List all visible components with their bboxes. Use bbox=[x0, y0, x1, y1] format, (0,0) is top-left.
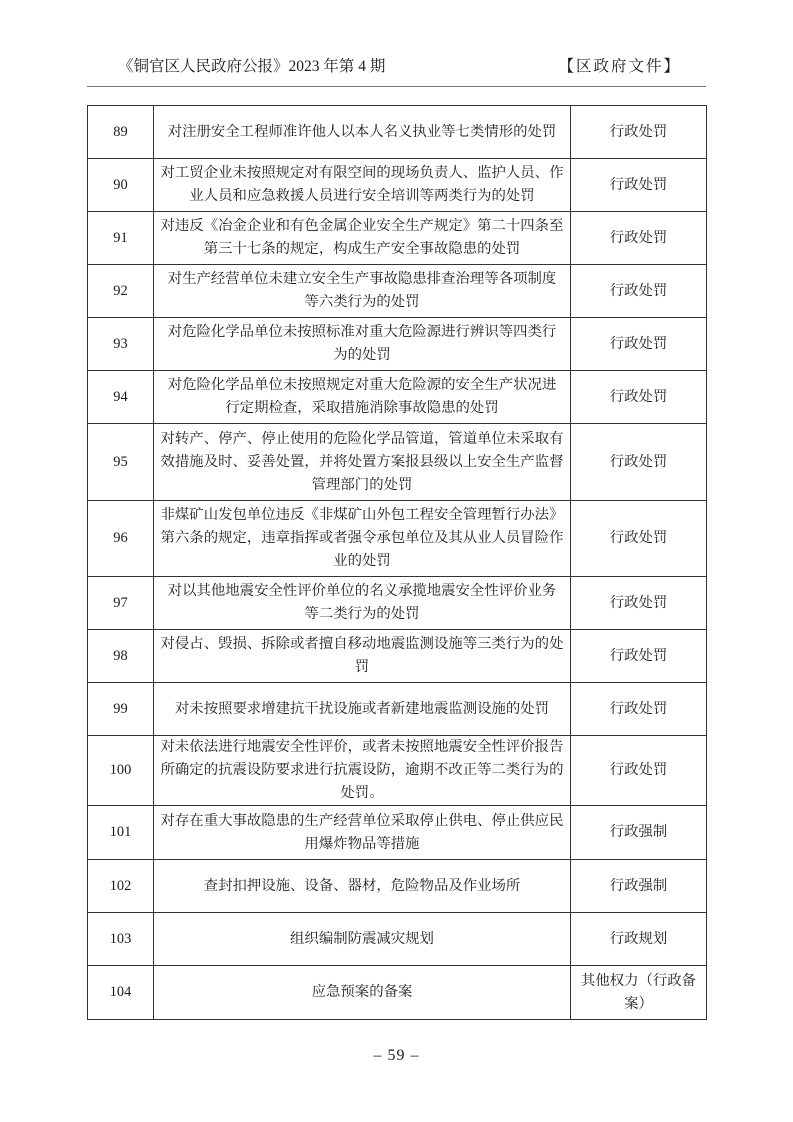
item-name-line: 对未依法进行地震安全性评价，或者未按照地震安全性评价报告 bbox=[160, 739, 564, 755]
item-name-cell bbox=[154, 683, 571, 736]
item-name-line: 等二类行为的处罚 bbox=[304, 606, 420, 622]
power-list-table bbox=[87, 105, 707, 1020]
table-row bbox=[88, 318, 707, 371]
item-name-line: 对危险化学品单位未按照规定对重大危险源的安全生产状况进 bbox=[167, 377, 557, 393]
table-row bbox=[88, 501, 707, 577]
item-name-cell bbox=[154, 577, 571, 630]
row-number: 89 bbox=[88, 106, 154, 159]
power-type-line: 行政处罚 bbox=[609, 282, 668, 299]
power-type-cell bbox=[571, 501, 707, 577]
power-type-cell bbox=[571, 630, 707, 683]
item-name-cell bbox=[154, 371, 571, 424]
table-row bbox=[88, 683, 707, 736]
row-number: 100 bbox=[88, 736, 154, 806]
power-type-line: 行政处罚 bbox=[609, 594, 668, 611]
power-type-line: 行政处罚 bbox=[609, 388, 668, 405]
table-row bbox=[88, 913, 707, 966]
item-name-line: 对以其他地震安全性评价单位的名义承揽地震安全性评价业务 bbox=[167, 583, 557, 599]
power-type-cell bbox=[571, 966, 707, 1020]
item-name-cell bbox=[154, 106, 571, 159]
power-type-line: 行政处罚 bbox=[609, 123, 668, 140]
page-number: – 59 – bbox=[373, 1047, 420, 1064]
power-type-cell bbox=[571, 860, 707, 913]
row-number: 90 bbox=[88, 159, 154, 212]
power-type-line: 行政处罚 bbox=[609, 700, 668, 717]
item-name-cell bbox=[154, 424, 571, 501]
power-type-line: 行政处罚 bbox=[609, 647, 668, 664]
item-name-line: 第六条的规定，违章指挥或者强令承包单位及其从业人员冒险作 bbox=[160, 530, 564, 546]
item-name-line: 对违反《冶金企业和有色金属企业安全生产规定》第二十四条至 bbox=[160, 218, 564, 234]
power-type-cell bbox=[571, 159, 707, 212]
item-name-line: 应急预案的备案 bbox=[311, 984, 413, 1000]
table-row bbox=[88, 106, 707, 159]
section-label: 【区政府文件】 bbox=[558, 58, 681, 75]
power-type-cell bbox=[571, 577, 707, 630]
table-row bbox=[88, 577, 707, 630]
item-name-cell bbox=[154, 630, 571, 683]
table-row bbox=[88, 966, 707, 1020]
power-type-line: 行政处罚 bbox=[609, 229, 668, 246]
power-type-cell bbox=[571, 424, 707, 501]
item-name-line: 对未按照要求增建抗干扰设施或者新建地震监测设施的处罚 bbox=[174, 700, 550, 717]
power-type-line: 行政处罚 bbox=[609, 762, 668, 778]
power-type-cell bbox=[571, 683, 707, 736]
item-name-line: 效措施及时、妥善处置，并将处置方案报县级以上安全生产监督 bbox=[160, 453, 564, 470]
item-name-line: 非煤矿山发包单位违反《非煤矿山外包工程安全管理暂行办法》 bbox=[160, 507, 564, 523]
item-name-line: 对转产、停产、停止使用的危险化学品管道，管道单位未采取有 bbox=[160, 430, 564, 447]
item-name-cell bbox=[154, 736, 571, 806]
power-type-cell bbox=[571, 212, 707, 265]
item-name-line: 等六类行为的处罚 bbox=[304, 294, 420, 310]
row-number: 93 bbox=[88, 318, 154, 371]
item-name-line: 对生产经营单位未建立安全生产事故隐患排查治理等各项制度 bbox=[167, 271, 557, 287]
item-name-line: 管理部门的处罚 bbox=[311, 476, 413, 493]
row-number: 92 bbox=[88, 265, 154, 318]
power-type-line: 行政规划 bbox=[609, 930, 668, 947]
power-type-line: 案） bbox=[624, 995, 653, 1012]
power-type-line: 行政强制 bbox=[609, 824, 668, 840]
power-type-line: 行政处罚 bbox=[609, 176, 668, 193]
row-number: 103 bbox=[88, 913, 154, 966]
item-name-line: 查封扣押设施、设备、器材，危险物品及作业场所 bbox=[203, 877, 521, 894]
item-name-line: 对注册安全工程师准许他人以本人名义执业等七类情形的处罚 bbox=[167, 123, 557, 140]
row-number: 94 bbox=[88, 371, 154, 424]
row-number: 104 bbox=[88, 966, 154, 1020]
power-type-line: 其他权力（行政备 bbox=[580, 972, 697, 989]
item-name-line: 业人员和应急救援人员进行安全培训等两类行为的处罚 bbox=[189, 188, 535, 204]
table-row bbox=[88, 860, 707, 913]
item-name-line: 对侵占、毁损、拆除或者擅自移动地震监测设施等三类行为的处 bbox=[160, 636, 564, 652]
row-number: 101 bbox=[88, 806, 154, 860]
table-row bbox=[88, 371, 707, 424]
table-row bbox=[88, 630, 707, 683]
item-name-line: 行定期检查，采取措施消除事故隐患的处罚 bbox=[225, 400, 499, 416]
row-number: 99 bbox=[88, 683, 154, 736]
item-name-cell bbox=[154, 265, 571, 318]
item-name-line: 罚 bbox=[354, 659, 370, 675]
item-name-line: 所确定的抗震设防要求进行抗震设防，逾期不改正等二类行为的 bbox=[160, 762, 564, 778]
item-name-line: 业的处罚 bbox=[333, 553, 391, 569]
power-type-cell bbox=[571, 806, 707, 860]
power-type-cell bbox=[571, 265, 707, 318]
item-name-line: 用爆炸物品等措施 bbox=[304, 835, 420, 852]
power-type-cell bbox=[571, 913, 707, 966]
table-row bbox=[88, 212, 707, 265]
table-row bbox=[88, 265, 707, 318]
item-name-cell bbox=[154, 318, 571, 371]
row-number: 98 bbox=[88, 630, 154, 683]
table-row bbox=[88, 424, 707, 501]
power-type-cell bbox=[571, 318, 707, 371]
item-name-cell bbox=[154, 159, 571, 212]
row-number: 95 bbox=[88, 424, 154, 501]
header-divider bbox=[87, 86, 706, 87]
item-name-line: 对危险化学品单位未按照标准对重大危险源进行辨识等四类行 bbox=[167, 324, 557, 340]
power-type-line: 行政处罚 bbox=[609, 453, 668, 470]
item-name-line: 处罚。 bbox=[340, 785, 384, 801]
power-type-line: 行政处罚 bbox=[609, 335, 668, 352]
row-number: 97 bbox=[88, 577, 154, 630]
row-number: 102 bbox=[88, 860, 154, 913]
item-name-line: 为的处罚 bbox=[333, 347, 391, 363]
item-name-cell bbox=[154, 966, 571, 1020]
table-row bbox=[88, 736, 707, 806]
power-type-cell bbox=[571, 106, 707, 159]
item-name-cell bbox=[154, 913, 571, 966]
item-name-line: 组织编制防震减灾规划 bbox=[290, 930, 434, 947]
item-name-cell bbox=[154, 860, 571, 913]
item-name-line: 对存在重大事故隐患的生产经营单位采取停止供电、停止供应民 bbox=[160, 812, 564, 829]
power-type-cell bbox=[571, 736, 707, 806]
publication-title: 《铜官区人民政府公报》2023 年第 4 期 bbox=[118, 58, 386, 75]
item-name-line: 第三十七条的规定，构成生产安全事故隐患的处罚 bbox=[203, 241, 521, 257]
item-name-cell bbox=[154, 212, 571, 265]
row-number: 96 bbox=[88, 501, 154, 577]
power-type-line: 行政强制 bbox=[609, 877, 668, 894]
power-type-cell bbox=[571, 371, 707, 424]
power-type-line: 行政处罚 bbox=[609, 530, 668, 546]
item-name-line: 对工贸企业未按照规定对有限空间的现场负责人、监护人员、作 bbox=[160, 165, 564, 181]
row-number: 91 bbox=[88, 212, 154, 265]
table-row bbox=[88, 806, 707, 860]
item-name-cell bbox=[154, 806, 571, 860]
table-row bbox=[88, 159, 707, 212]
item-name-cell bbox=[154, 501, 571, 577]
